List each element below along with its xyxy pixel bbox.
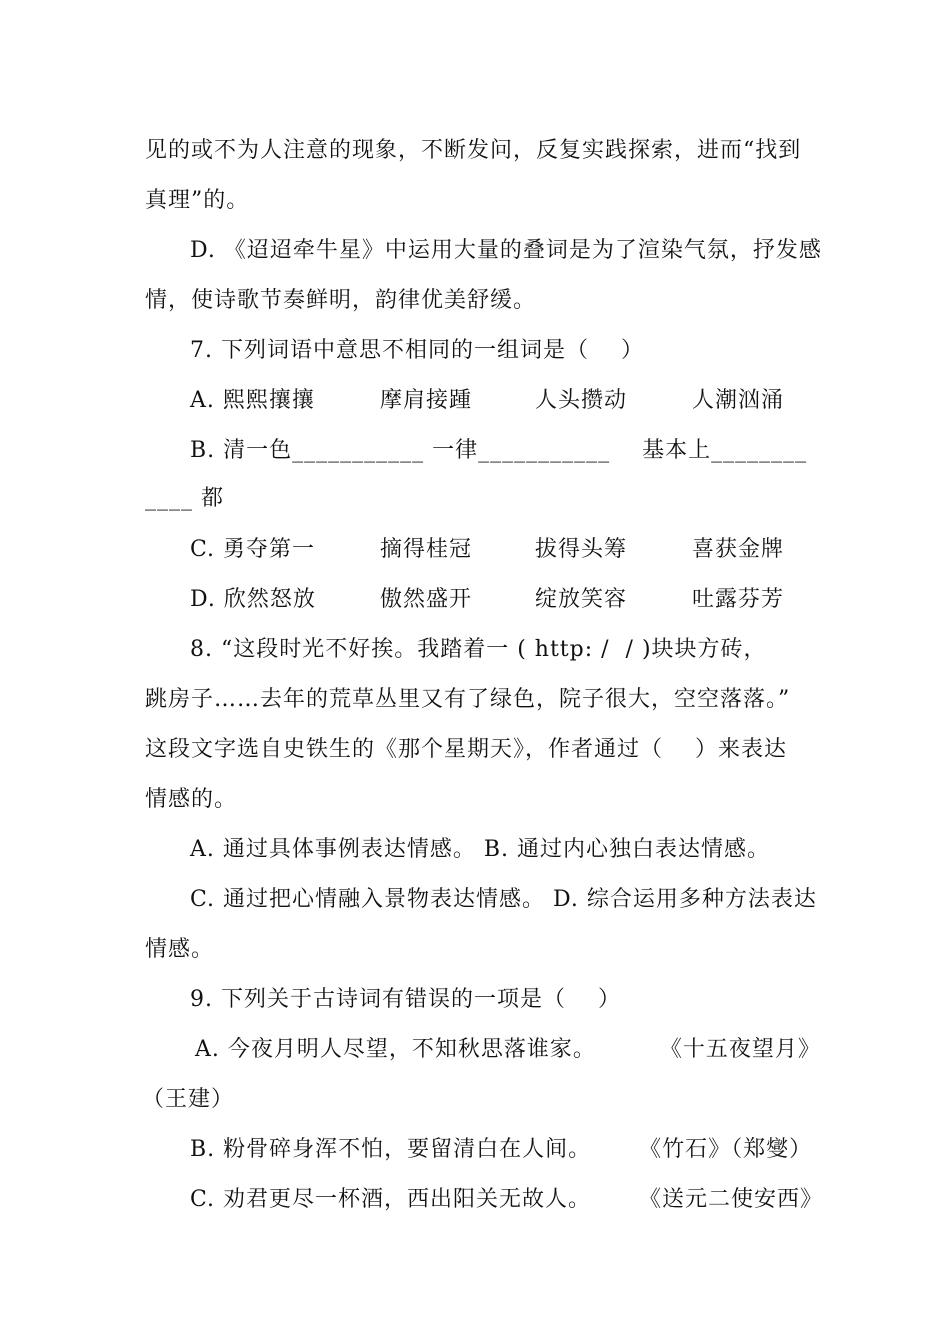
q9-option-a-cont: （王建） [142,1087,235,1112]
q8-options-cd: C. 通过把心情融入景物表达情感。 D. 综合运用多种方法表达 [190,887,817,912]
q9-option-a: A. 今夜月明人尽望，不知秋思落谁家。 《十五夜望月》 [195,1037,821,1062]
q7-option-d-word: 绽放笑容 [535,587,628,612]
q7-option-a-word: 摩肩接踵 [380,388,473,413]
option-d-line: D. 《迢迢牵牛星》中运用大量的叠词是为了渲染气氛，抒发感 [190,238,822,263]
q7-option-b-cont: ____ 都 [145,486,224,511]
q7-option-a: A. 熙熙攘攘 [190,388,315,413]
question-8: 8. “这段时光不好挨。我踏着一 ( http: / / )块块方砖， [190,637,767,662]
q7-option-d: D. 欣然怒放 [190,587,316,612]
q8-options-ab: A. 通过具体事例表达情感。 B. 通过内心独白表达情感。 [190,837,771,862]
q7-option-c: C. 勇夺第一 [190,537,316,562]
q8-options-cd-cont: 情感。 [145,937,215,962]
q7-option-a-word: 人头攒动 [535,388,628,413]
q9-option-c: C. 劝君更尽一杯酒，西出阳关无故人。 《送元二使安西》 [190,1187,823,1212]
q7-option-c-word: 喜获金牌 [692,537,785,562]
q7-option-b: B. 清一色___________ 一律___________ 基本上________ [190,438,808,463]
question-8-line: 跳房子……去年的荒草丛里又有了绿色，院子很大，空空落落。” [145,687,791,712]
question-7: 7. 下列词语中意思不相同的一组词是（ ） [190,338,644,363]
paragraph-line: 见的或不为人注意的现象，不断发问，反复实践探索，进而“找到 [145,138,802,163]
option-d-line: 情，使诗歌节奏鲜明，韵律优美舒缓。 [145,288,537,313]
q7-option-c-word: 摘得桂冠 [380,537,473,562]
question-8-line: 这段文字选自史铁生的《那个星期天》，作者通过（ ）来表达 [145,737,787,762]
q7-option-d-word: 吐露芬芳 [692,587,785,612]
q7-option-c-word: 拔得头筹 [535,537,628,562]
q7-option-d-word: 傲然盛开 [380,587,473,612]
paragraph-line: 真理”的。 [145,188,250,213]
question-8-line: 情感的。 [145,787,238,812]
q7-option-a-word: 人潮汹涌 [692,388,785,413]
q9-option-b: B. 粉骨碎身浑不怕，要留清白在人间。 《竹石》（郑燮） [190,1137,813,1162]
question-9: 9. 下列关于古诗词有错误的一项是（ ） [190,987,621,1012]
